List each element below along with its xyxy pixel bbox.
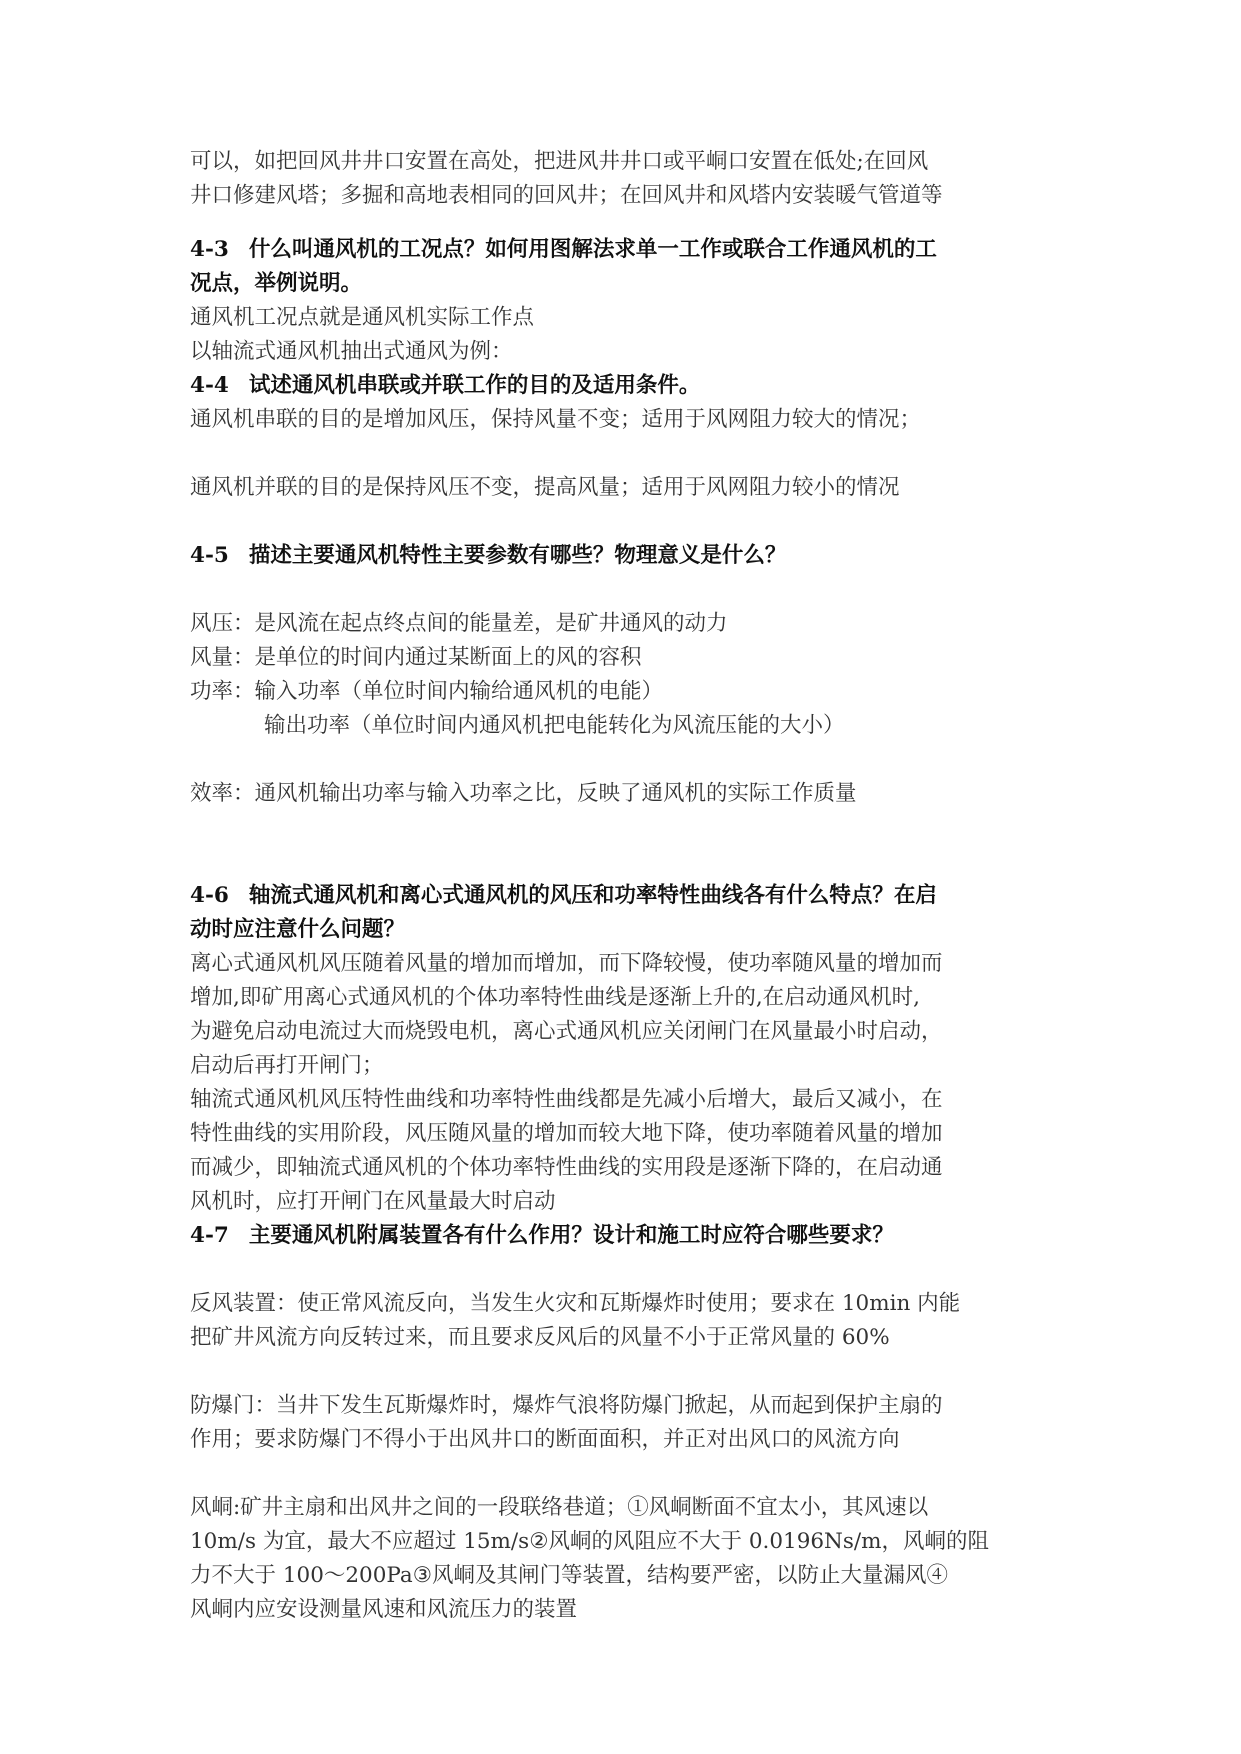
question-4-3-heading (190, 233, 1060, 267)
question-title: 试述通风机串联或并联工作的目的及适用条件。 (248, 373, 701, 398)
answer-line: 以轴流式通风机抽出式通风为例： (190, 339, 513, 364)
question-title: 描述主要通风机特性主要参数有哪些？物理意义是什么？ (248, 543, 787, 568)
answer-line: 反风装置：使正常风流反向，当发生火灾和瓦斯爆炸时使用；要求在 10min 内能 (190, 1291, 961, 1316)
answer-line: 输出功率（单位时间内通风机把电能转化为风流压能的大小） (264, 713, 845, 738)
answer-line: 通风机串联的目的是增加风压，保持风量不变；适用于风网阻力较大的情况； (190, 407, 922, 432)
answer-line: 轴流式通风机风压特性曲线和功率特性曲线都是先减小后增大，最后又减小，在 (190, 1087, 943, 1112)
question-title: 主要通风机附属装置各有什么作用？设计和施工时应符合哪些要求？ (248, 1223, 894, 1248)
answer-line: 风峒内应安设测量风速和风流压力的装置 (190, 1597, 578, 1622)
answer-line: 特性曲线的实用阶段，风压随风量的增加而较大地下降，使功率随着风量的增加 (190, 1121, 943, 1146)
answer-line: 增加,即矿用离心式通风机的个体功率特性曲线是逐渐上升的,在启动通风机时, (190, 985, 921, 1010)
question-4-6-heading-cont: 动时应注意什么问题？ (190, 917, 406, 942)
answer-line: 力不大于 100～200Pa③风峒及其闸门等装置，结构要严密，以防止大量漏风④ (190, 1563, 949, 1588)
question-4-4-heading (190, 369, 1060, 403)
question-4-5-heading (190, 539, 1060, 573)
answer-line: 功率：输入功率（单位时间内输给通风机的电能） (190, 679, 664, 704)
answer-line: 10m/s 为宜，最大不应超过 15m/s②风峒的风阻应不大于 0.0196Ns/m，风峒的阻 (190, 1529, 990, 1554)
question-4-3-heading-cont: 况点，举例说明。 (190, 271, 363, 296)
answer-line: 为避免启动电流过大而烧毁电机，离心式通风机应关闭闸门在风量最小时启动， (190, 1019, 943, 1044)
question-4-6-heading (190, 879, 1060, 913)
answer-line: 风压：是风流在起点终点间的能量差，是矿井通风的动力 (190, 611, 728, 636)
question-number: 4-5 (190, 543, 229, 568)
intro-line-1: 可以，如把回风井井口安置在高处，把进风井井口或平峒口安置在低处;在回风 (190, 149, 929, 174)
intro-line-2: 井口修建风塔；多掘和高地表相同的回风井；在回风井和风塔内安装暖气管道等 (190, 183, 943, 208)
answer-line: 而减少，即轴流式通风机的个体功率特性曲线的实用段是逐渐下降的，在启动通 (190, 1155, 943, 1180)
answer-line: 风峒:矿井主扇和出风井之间的一段联络巷道；①风峒断面不宜太小，其风速以 (190, 1495, 929, 1520)
question-title: 什么叫通风机的工况点？如何用图解法求单一工作或联合工作通风机的工 (248, 237, 937, 262)
answer-line: 启动后再打开闸门； (190, 1053, 384, 1078)
question-number: 4-4 (190, 373, 229, 398)
answer-line: 风量：是单位的时间内通过某断面上的风的容积 (190, 645, 642, 670)
answer-line: 作用；要求防爆门不得小于出风井口的断面面积，并正对出风口的风流方向 (190, 1427, 900, 1452)
question-4-7-heading (190, 1219, 1060, 1253)
answer-line: 离心式通风机风压随着风量的增加而增加，而下降较慢，使功率随风量的增加而 (190, 951, 943, 976)
question-title: 轴流式通风机和离心式通风机的风压和功率特性曲线各有什么特点？在启 (248, 883, 937, 908)
answer-line: 通风机并联的目的是保持风压不变，提高风量；适用于风网阻力较小的情况 (190, 475, 900, 500)
question-number: 4-6 (190, 883, 229, 908)
answer-line: 风机时，应打开闸门在风量最大时启动 (190, 1189, 556, 1214)
answer-line: 通风机工况点就是通风机实际工作点 (190, 305, 535, 330)
answer-line: 效率：通风机输出功率与输入功率之比，反映了通风机的实际工作质量 (190, 781, 857, 806)
question-number: 4-3 (190, 237, 229, 262)
document-page (190, 145, 1060, 1627)
answer-line: 防爆门：当井下发生瓦斯爆炸时，爆炸气浪将防爆门掀起，从而起到保护主扇的 (190, 1393, 943, 1418)
answer-line: 把矿井风流方向反转过来，而且要求反风后的风量不小于正常风量的 60% (190, 1325, 890, 1350)
question-number: 4-7 (190, 1223, 229, 1248)
